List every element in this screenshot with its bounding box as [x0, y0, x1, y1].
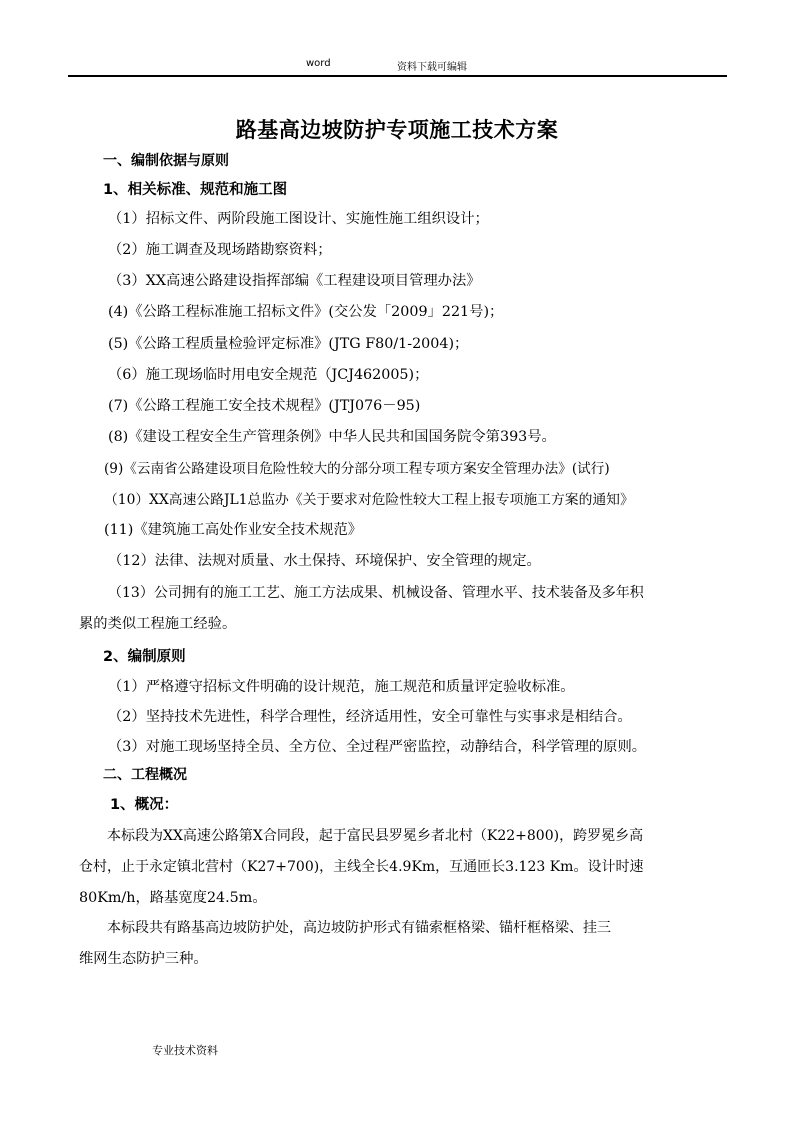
- paragraph-line: 维网生态防护三种。: [79, 951, 208, 967]
- paragraph-line: 80Km/h，路基宽度24.5m。: [79, 890, 267, 906]
- list-item: （6）施工现场临时用电安全规范（JCJ462005)；: [108, 367, 429, 383]
- list-item: （3）对施工现场坚持全员、全方位、全过程严密监控，动静结合，科学管理的原则。: [108, 739, 647, 755]
- header-rule: [68, 75, 727, 77]
- page-header: [0, 58, 794, 74]
- header-word: word: [306, 58, 331, 69]
- section-1-1-heading: 1、相关标准、规范和施工图: [103, 182, 288, 198]
- list-item: （12）法律、法规对质量、水土保持、环境保护、安全管理的规定。: [108, 553, 541, 569]
- section-1-heading: 一、编制依据与原则: [103, 153, 229, 169]
- list-item: （10）XX高速公路JL1总监办《关于要求对危险性较大工程上报专项施工方案的通知》: [104, 492, 634, 508]
- list-item: (5)《公路工程质量检验评定标准》(JTG F80/1-2004)；: [108, 336, 469, 352]
- list-item: (11)《建筑施工高处作业安全技术规范》: [104, 522, 363, 538]
- paragraph-line: 仓村，止于永定镇北营村（K27+700)，主线全长4.9Km，互通匝长3.123 Km。设计时速: [79, 859, 644, 875]
- section-1-2-heading: 2、编制原则: [103, 649, 186, 665]
- section-2-heading: 二、工程概况: [103, 767, 187, 783]
- list-item: (4)《公路工程标准施工招标文件》(交公发「2009」221号)；: [108, 304, 504, 320]
- paragraph-line: 本标段为XX高速公路第X合同段，起于富民县罗冕乡者北村（K22+800)，跨罗冕乡高: [107, 828, 644, 844]
- page-footer: 专业技术资料: [152, 1044, 218, 1057]
- list-item: （1）招标文件、两阶段施工图设计、实施性施工组织设计；: [108, 211, 489, 227]
- list-item-continuation: 累的类似工程施工经验。: [79, 616, 237, 632]
- list-item: （2）坚持技术先进性，科学合理性，经济适用性，安全可靠性与实事求是相结合。: [108, 709, 632, 725]
- list-item: （2）施工调查及现场踏勘察资料；: [108, 242, 332, 258]
- list-item: (9)《云南省公路建设项目危险性较大的分部分项工程专项方案安全管理办法》(试行): [104, 461, 610, 477]
- header-editable-note: 资料下载可编辑: [397, 62, 467, 73]
- list-item: （13）公司拥有的施工工艺、施工方法成果、机械设备、管理水平、技术装备及多年积: [108, 585, 644, 601]
- list-item: （3）XX高速公路建设指挥部编《工程建设项目管理办法》: [108, 273, 481, 289]
- document-title: 路基高边坡防护专项施工技术方案: [235, 117, 559, 142]
- list-item: (8)《建设工程安全生产管理条例》中华人民共和国国务院令第393号。: [108, 429, 556, 445]
- list-item: (7)《公路工程施工安全技术规程》(JTJ076－95): [108, 398, 421, 414]
- paragraph-line: 本标段共有路基高边坡防护处，高边坡防护形式有锚索框格梁、锚杆框格梁、挂三: [107, 920, 611, 936]
- section-2-1-heading: 1、概况：: [110, 797, 179, 813]
- list-item: （1）严格遵守招标文件明确的设计规范，施工规范和质量评定验收标准。: [108, 679, 575, 695]
